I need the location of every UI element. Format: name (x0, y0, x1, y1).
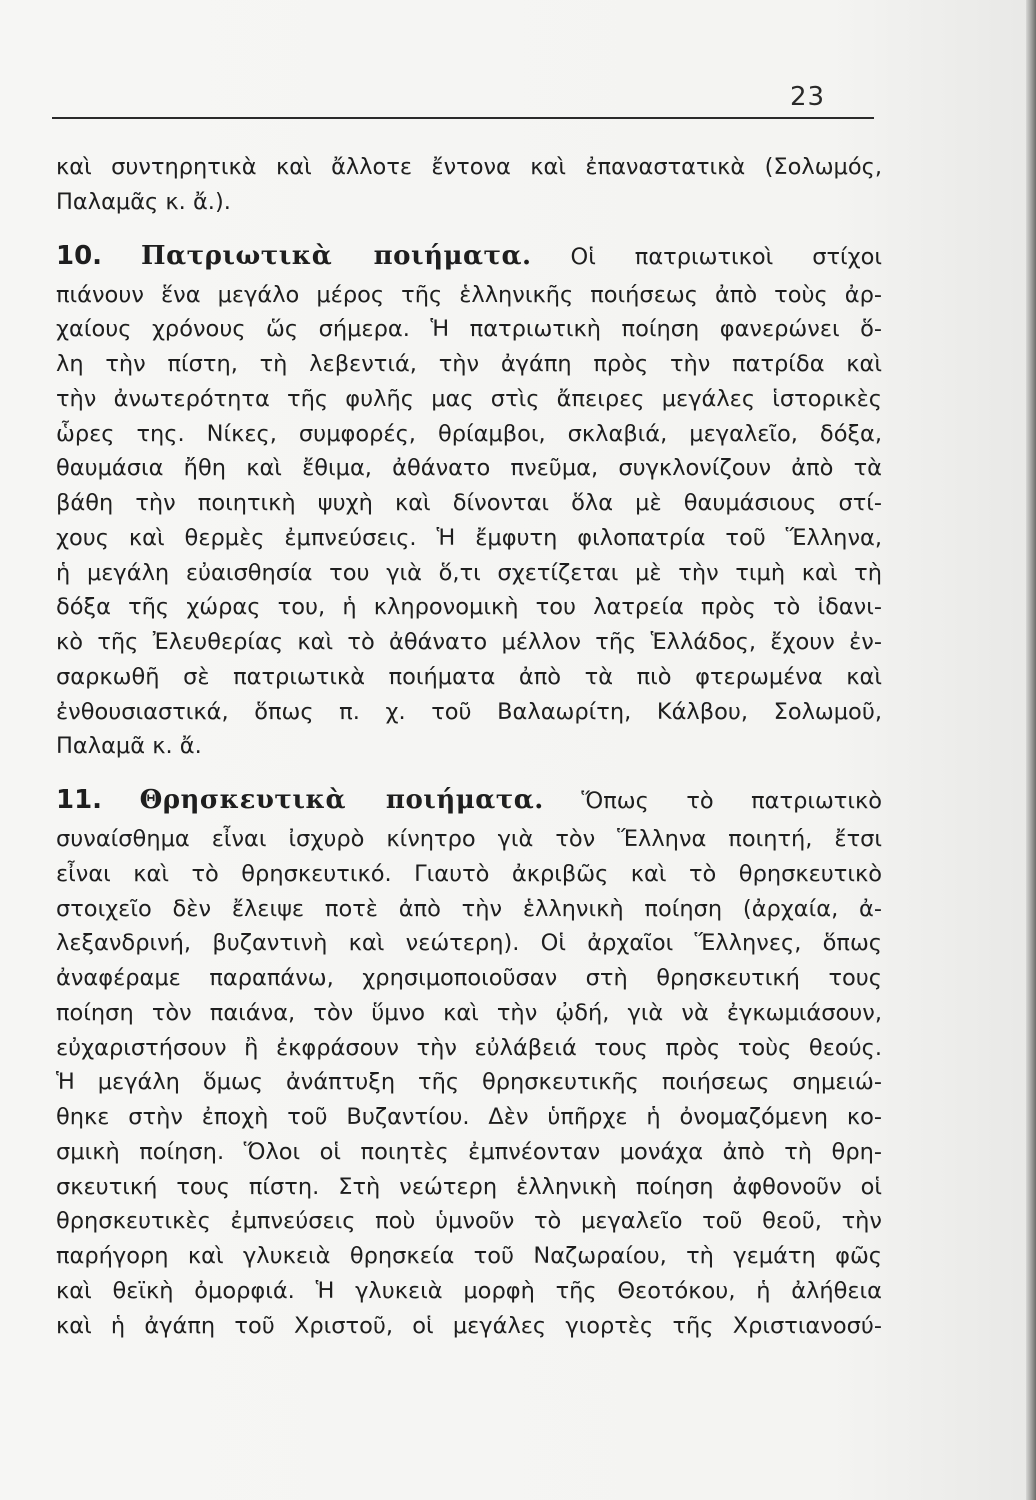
section-10-heading-line (56, 234, 882, 278)
text-line: παρήγορη καὶ γλυκειὰ θρησκεία τοῦ Ναζωραίου, τὴ γεμάτη φῶς (56, 1243, 882, 1269)
text-fragment: Ὅπως τὸ πατριωτικὸ (581, 788, 882, 814)
text-line: θηκε στὴν ἐποχὴ τοῦ Βυζαντίου. Δὲν ὑπῆρχε ἡ ὀνομαζόμενη κο- (56, 1104, 882, 1130)
text-line: ὧρες της. Νίκες, συμφορές, θρίαμβοι, σκλαβιά, μεγαλεῖο, δόξα, (56, 420, 882, 447)
text-line: πιάνουν ἕνα μεγάλο μέρος τῆς ἑλληνικῆς ποιήσεως ἀπὸ τοὺς ἀρ- (56, 281, 882, 308)
text-line: ἡ μεγάλη εὐαισθησία του γιὰ ὅ,τι σχετίζεται μὲ τὴν τιμὴ καὶ τὴ (56, 559, 882, 586)
text-line: λεξανδρινή, βυζαντινὴ καὶ νεώτερη). Οἱ ἀρχαῖοι Ἕλληνες, ὅπως (56, 930, 882, 957)
text-line: εἶναι καὶ τὸ θρησκευτικό. Γιαυτὸ ἀκριβῶς καὶ τὸ θρησκευτικὸ (56, 860, 882, 887)
text-line: καὶ συντηρητικὰ καὶ ἄλλοτε ἔντονα καὶ ἐπαναστατικὰ (Σολωμός, (56, 154, 882, 180)
text-fragment: Οἱ πατριωτικοὶ στίχοι (570, 243, 882, 270)
text-line: σκευτική τους πίστη. Στὴ νεώτερη ἑλληνικὴ ποίηση ἀφθονοῦν οἱ (56, 1173, 882, 1200)
text-line: εὐχαριστήσουν ἢ ἐκφράσουν τὴν εὐλάβειά τους πρὸς τοὺς θεούς. (56, 1034, 882, 1061)
text-line: θαυμάσια ἤθη καὶ ἔθιμα, ἀθάνατο πνεῦμα, συγκλονίζουν ἀπὸ τὰ (56, 455, 882, 482)
text-line: σαρκωθῆ σὲ πατριωτικὰ ποιήματα ἀπὸ τὰ πιὸ φτερωμένα καὶ (56, 663, 882, 690)
text-line: συναίσθημα εἶναι ἰσχυρὸ κίνητρο γιὰ τὸν Ἕλληνα ποιητή, ἔτσι (56, 826, 882, 852)
section-number: 10. (56, 240, 103, 271)
page-edge-shadow (1026, 0, 1036, 1500)
text-line: σμικὴ ποίηση. Ὅλοι οἱ ποιητὲς ἐμπνέονταν μονάχα ἀπὸ τὴ θρη- (56, 1138, 882, 1165)
text-line: βάθη τὴν ποιητικὴ ψυχὴ καὶ δίνονται ὅλα μὲ θαυμάσιους στί- (56, 490, 882, 516)
text-line: Ἡ μεγάλη ὅμως ἀνάπτυξη τῆς θρησκευτικῆς ποιήσεως σημειώ- (56, 1069, 882, 1096)
text-line: θρησκευτικὲς ἐμπνεύσεις ποὺ ὑμνοῦν τὸ μεγαλεῖο τοῦ θεοῦ, τὴν (56, 1208, 882, 1235)
section-11-heading-line (56, 778, 882, 822)
text-line: καὶ ἡ ἀγάπη τοῦ Χριστοῦ, οἱ μεγάλες γιορτὲς τῆς Χριστιανοσύ- (56, 1312, 882, 1339)
text-line: χαίους χρόνους ὥς σήμερα. Ἡ πατριωτικὴ ποίηση φανερώνει ὅ- (56, 316, 882, 343)
text-line: τὴν ἀνωτερότητα τῆς φυλῆς μας στὶς ἄπειρες μεγάλες ἱστορικὲς (56, 385, 882, 412)
spacer (56, 220, 882, 234)
text-line: Παλαμᾶς κ. ἄ.). (56, 188, 231, 215)
text-line: καὶ θεϊκὴ ὀμορφιά. Ἡ γλυκειὰ μορφὴ τῆς Θεοτόκου, ἡ ἀλήθεια (56, 1277, 882, 1304)
section-number: 11. (56, 785, 103, 815)
text-line: στοιχεῖο δὲν ἔλειψε ποτὲ ἀπὸ τὴν ἑλληνικὴ ποίηση (ἀρχαία, ἀ- (56, 895, 882, 922)
text-line: χους καὶ θερμὲς ἐμπνεύσεις. Ἡ ἔμφυτη φιλοπατρία τοῦ Ἕλληνα, (56, 524, 882, 551)
text-line: Παλαμᾶ κ. ἄ. (56, 733, 202, 760)
body-text (56, 150, 882, 1343)
section-title: Θρησκευτικὰ ποιήματα. (139, 785, 544, 815)
header-rule (52, 117, 874, 119)
text-line: ἐνθουσιαστικά, ὅπως π. χ. τοῦ Βαλαωρίτη, Κάλβου, Σολωμοῦ, (56, 698, 882, 725)
page-number: 23 (790, 82, 826, 112)
text-line: ποίηση τὸν παιάνα, τὸν ὕμνο καὶ τὴν ᾠδή, γιὰ νὰ ἐγκωμιάσουν, (56, 999, 882, 1026)
spacer (56, 764, 882, 778)
text-line: δόξα τῆς χώρας του, ἡ κληρονομικὴ του λατρεία πρὸς τὸ ἰδανι- (56, 594, 882, 621)
text-line: κὸ τῆς Ἐλευθερίας καὶ τὸ ἀθάνατο μέλλον τῆς Ἑλλάδος, ἔχουν ἐν- (56, 629, 882, 655)
text-line: λη τὴν πίστη, τὴ λεβεντιά, τὴν ἀγάπη πρὸς τὴν πατρίδα καὶ (56, 351, 882, 377)
section-title: Πατριωτικὰ ποιήματα. (141, 240, 532, 271)
text-line: ἀναφέραμε παραπάνω, χρησιμοποιοῦσαν στὴ θρησκευτική τους (56, 965, 882, 991)
